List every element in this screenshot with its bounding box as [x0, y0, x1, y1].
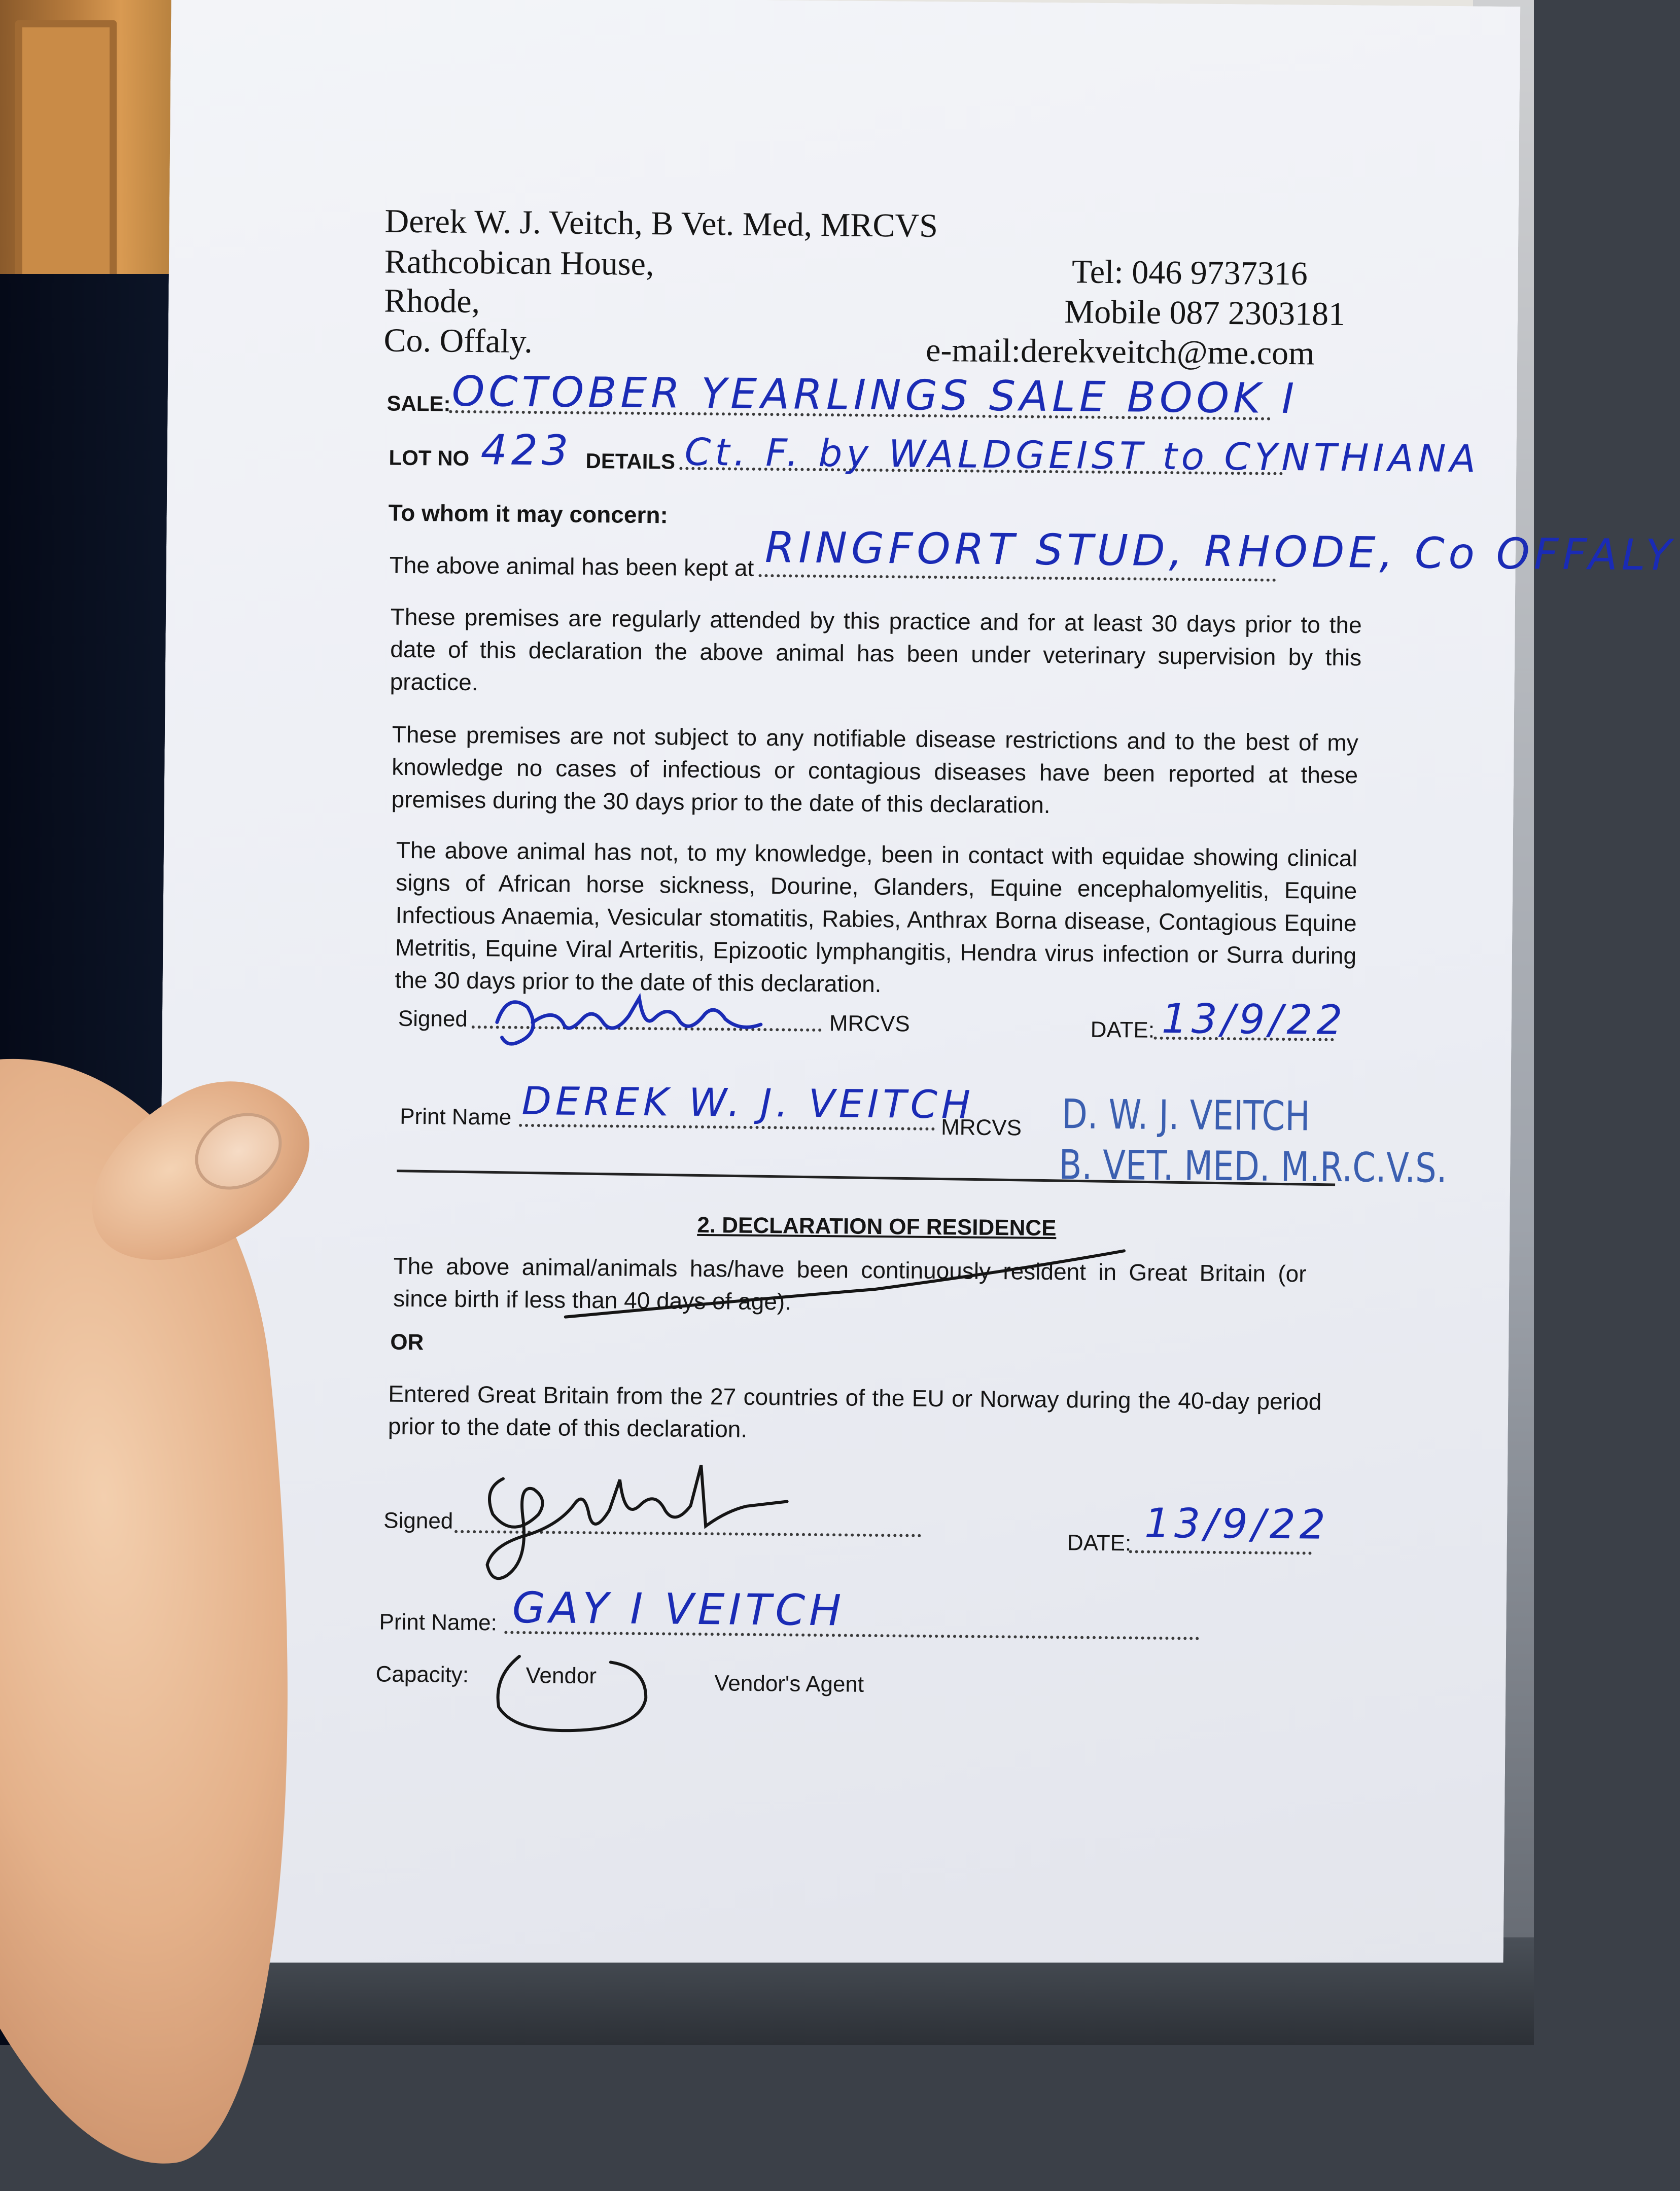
vet-signature: [486, 986, 771, 1055]
residence-heading: 2. DECLARATION OF RESIDENCE: [697, 1212, 1057, 1241]
stamp-name: D. W. J. VEITCH: [1061, 1090, 1311, 1140]
paragraph-contact: The above animal has not, to my knowledge, been in contact with equidae showing clinical signs of African horse sickness, Dourine, Glanders, Equine encephalomyelitis, Equine Infectious Anaemia, Vesicular stomatitis, Rabies, Anthrax Borna disease, Contagious Equine Metritis, Equine Viral Arteritis, Epizootic lymphangitis, Hendra virus infection or Surra during the 30 days prior to the date of this declaration.: [395, 836, 1357, 998]
residence-option-1: The above animal/animals has/have been continuously resident in Great Britain (or since birth if less than 40 days of age).: [393, 1252, 1307, 1315]
vet-date-value: 13/9/22: [1161, 995, 1347, 1044]
strike-through-line: [561, 1236, 1130, 1332]
telephone: Tel: 046 9737316: [1071, 253, 1308, 293]
address-line-2: Rhode,: [383, 282, 480, 321]
capacity-vendors-agent: Vendor's Agent: [714, 1671, 864, 1697]
address-line-3: Co. Offaly.: [383, 322, 533, 361]
vet-signed-label: Signed: [398, 1006, 468, 1032]
paragraph-supervision: These premises are regularly attended by this practice and for at least 30 days prior to the date of this declaration the above animal has been under veterinary supervision by this practice.: [390, 603, 1362, 696]
greeting: To whom it may concern:: [388, 499, 669, 528]
mobile: Mobile 087 2303181: [1064, 293, 1346, 333]
email: e-mail:derekveitch@me.com: [925, 331, 1315, 372]
capacity-vendor: Vendor: [526, 1663, 597, 1689]
vendor-circle-mark: [488, 1646, 657, 1739]
vet-print-mrcvs: MRCVS: [940, 1115, 1022, 1141]
vet-print-name-label: Print Name: [400, 1104, 512, 1130]
sale-label: SALE:: [387, 391, 451, 416]
vendor-print-name-label: Print Name:: [379, 1609, 498, 1636]
vendor-signed-label: Signed: [383, 1508, 453, 1534]
details-value: Ct. F. by WALDGEIST to CYNTHIANA: [684, 430, 1480, 481]
address-line-1: Rathcobican House,: [384, 243, 654, 283]
vet-print-value: DEREK W. J. VEITCH: [521, 1078, 975, 1127]
lot-value: 423: [480, 426, 573, 475]
stamp-qualification: B. VET. MED. M.R.C.V.S.: [1059, 1141, 1448, 1192]
vet-signed-mrcvs: MRCVS: [829, 1011, 910, 1037]
sale-value: OCTOBER YEARLINGS SALE BOOK I: [451, 367, 1299, 423]
residence-option-2: Entered Great Britain from the 27 countries of the EU or Norway during the 40-day period prior to the date of this declaration.: [388, 1380, 1322, 1442]
capacity-label: Capacity:: [375, 1662, 469, 1688]
vet-date-label: DATE:: [1090, 1017, 1155, 1043]
paragraph-restrictions: These premises are not subject to any notifiable disease restrictions and to the best of my knowledge no cases of infectious or contagious diseases have been reported at these premises during the 30 days prior to the date of this declaration.: [391, 721, 1358, 818]
vendor-signature: [472, 1458, 797, 1588]
lot-label: LOT NO: [389, 445, 470, 470]
or-label: OR: [390, 1329, 424, 1355]
vet-name: Derek W. J. Veitch, B Vet. Med, MRCVS: [384, 202, 938, 244]
vendor-print-value: GAY I VEITCH: [512, 1582, 846, 1636]
vendor-date-label: DATE:: [1067, 1530, 1132, 1556]
kept-at-label: The above animal has been kept at: [389, 551, 754, 581]
kept-at-value: RINGFORT STUD, RHODE, Co OFFALY: [764, 522, 1676, 580]
vendor-date-value: 13/9/22: [1144, 1499, 1330, 1548]
details-label: DETAILS: [585, 448, 676, 474]
